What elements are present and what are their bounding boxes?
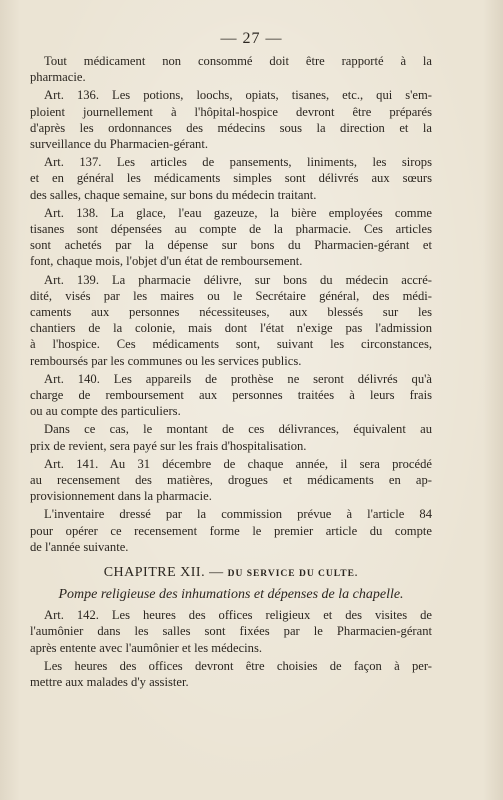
text-line: tisanes sont dépensées au compte de la pharmacie. Ces articles — [30, 222, 432, 237]
text-line: charge de remboursement aux personnes traitées à leurs frais — [30, 388, 432, 403]
paragraph — [30, 205, 432, 270]
text-line: Dans ce cas, le montant de ces délivrances, équivalent au — [44, 422, 432, 437]
text-line: remboursés par les communes ou les services publics. — [30, 353, 302, 368]
text-line: Art. 138. La glace, l'eau gazeuze, la bière employées comme — [44, 205, 432, 220]
page-number: — 27 — — [220, 30, 283, 47]
text-line: sont achetés par la dépense sur bons du Pharmacien-gérant et — [30, 238, 432, 253]
text-line: Art. 139. La pharmacie délivre, sur bons du médecin accré- — [44, 272, 432, 287]
paragraphs-before — [30, 53, 432, 555]
chapter-subtitle: DU SERVICE DU CULTE. — [227, 569, 359, 580]
text-line: et en général les médicaments simples sont délivrés aux sœurs — [30, 171, 432, 186]
text-line: ou au compte des particuliers. — [30, 404, 181, 419]
text-line: Art. 140. Les appareils de prothèse ne seront délivrés qu'à — [44, 371, 432, 386]
paragraph — [30, 87, 432, 152]
text-line: prix de revient, sera payé sur les frais d'hospitalisation. — [30, 438, 307, 453]
text-line: Tout médicament non consommé doit être rapporté à la — [44, 54, 432, 68]
paragraph — [30, 154, 432, 203]
text-line: de l'année suivante. — [30, 539, 129, 554]
text-line: Art. 136. Les potions, loochs, opiats, tisanes, etc., qui s'em- — [44, 88, 432, 103]
paragraph — [30, 506, 432, 555]
text-line: provisionnement dans la pharmacie. — [30, 489, 212, 504]
chapter-heading — [30, 565, 432, 581]
text-line: Art. 142. Les heures des offices religieux et des visites de — [44, 608, 432, 623]
text-line: font, chaque mois, l'objet d'un état de remboursement. — [30, 254, 303, 269]
text-line: mettre aux malades d'y assister. — [30, 674, 189, 689]
text-line: caments aux personnes nécessiteuses, aux blessés sur les — [30, 305, 432, 320]
chapter-title: CHAPITRE XII. — [103, 565, 206, 581]
paragraph — [30, 421, 432, 453]
text-line: Art. 141. Au 31 décembre de chaque année, il sera procédé — [44, 456, 432, 471]
paragraphs-after — [30, 607, 432, 690]
paragraph — [30, 456, 432, 505]
text-line: après entente avec l'aumônier et les médecins. — [30, 640, 263, 655]
text-line: l'aumônier dans les salles sont fixées par le Pharmacien-gérant — [30, 624, 432, 639]
text-line: L'inventaire dressé par la commission prévue à l'article 84 — [44, 507, 432, 522]
text-line: au recensement des matières, drogues et médicaments en ap- — [30, 473, 432, 488]
text-line: pour opérer ce recensement forme le premier article du compte — [30, 523, 432, 538]
body-text — [30, 53, 432, 692]
text-line: Art. 137. Les articles de pansements, liniments, les sirops — [44, 155, 432, 170]
text-line: Les heures des offices devront être choisies de façon à per- — [44, 658, 432, 673]
paragraph — [30, 607, 432, 656]
text-line: surveillance du Pharmacien-gérant. — [30, 137, 208, 152]
paragraph — [30, 53, 432, 85]
text-line: ploient journellement à l'hôpital-hospice devront être préparés — [30, 104, 432, 119]
text-line: d'après les ordonnances des médecins sous la direction et la — [30, 120, 432, 135]
text-line: à l'hospice. Ces médicaments sont, suivant les circonstances, — [30, 337, 432, 352]
paragraph — [30, 658, 432, 690]
text-line: chantiers de la colonie, mais dont l'état n'exige pas l'admission — [30, 321, 432, 336]
chapter-dash: — — [205, 565, 228, 581]
text-line: pharmacie. — [30, 70, 86, 85]
paragraph — [30, 272, 432, 369]
text-line: des salles, chaque semaine, sur bons du médecin traitant. — [30, 187, 317, 202]
text-line: dité, visés par les maires ou le Secrétaire général, des médi- — [30, 288, 432, 303]
paragraph — [30, 371, 432, 420]
section-title: Pompe religieuse des inhumations et dépenses de la chapelle. — [58, 587, 404, 603]
